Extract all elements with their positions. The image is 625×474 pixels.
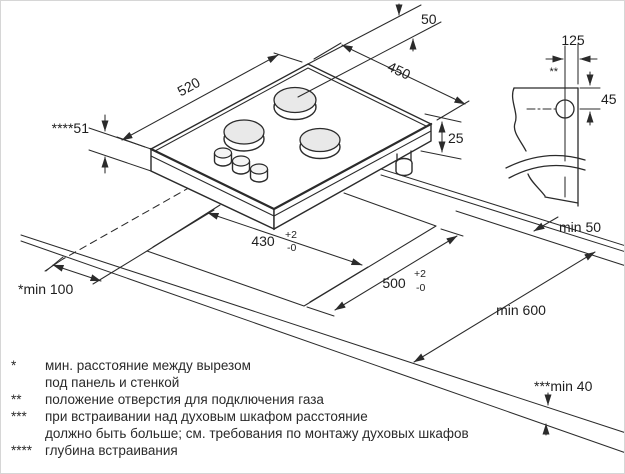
dim-cutout-depth-label: 500: [382, 275, 406, 291]
footnote-line: глубина встраивания: [45, 443, 178, 458]
control-knob-3: [251, 164, 268, 182]
dim-worktop-depth: [414, 252, 595, 362]
footnote-marker: ***: [11, 409, 27, 424]
dim-hole-below-top-label: 45: [601, 91, 617, 107]
dim-hob-depth-label: 450: [385, 58, 414, 83]
diagram-canvas: [1, 1, 625, 474]
burner-left: [224, 120, 264, 151]
footnote-marker: ****: [11, 443, 33, 458]
hole-marker-label: **: [549, 66, 558, 78]
footnote-line: мин. расстояние между вырезом: [45, 358, 251, 373]
footnote-line: должно быть больше; см. требования по монтажу духовых шкафов: [45, 426, 469, 441]
footnotes: [11, 358, 469, 458]
footnote-marker: **: [11, 392, 22, 407]
dim-cutout-width: [153, 210, 368, 302]
dim-rear-clearance-label: min 50: [559, 219, 602, 235]
dim-cutout-depth-tol-minus: -0: [416, 282, 426, 294]
dim-cutout-width-tol-minus: -0: [287, 242, 297, 254]
dim-cutout-width-label: 430: [251, 233, 275, 249]
dim-pipe-below-label: 25: [448, 130, 464, 146]
gas-connection-detail: [506, 32, 617, 206]
dim-under-clearance: [534, 378, 593, 435]
dim-cutout-depth: [307, 229, 463, 316]
dim-hob-width-label: 520: [174, 74, 203, 100]
dim-under-clearance-label: ***min 40: [534, 378, 593, 394]
dim-built-in-depth: [52, 115, 151, 173]
control-knob-1: [215, 148, 232, 166]
dim-built-in-depth-label: ****51: [51, 120, 89, 136]
dim-hole-from-edge-label: 125: [561, 32, 585, 48]
dim-cutout-depth-tol-plus: +2: [414, 268, 426, 280]
dim-worktop-depth-label: min 600: [496, 302, 546, 318]
burner-right: [300, 129, 340, 159]
dim-burner-offset-label: 50: [421, 11, 437, 27]
burner-rear: [274, 88, 316, 120]
footnote-marker: *: [11, 358, 17, 373]
footnote-line: при встраивании над духовым шкафом расстояние: [45, 409, 368, 424]
dim-wall-clearance: [18, 257, 101, 297]
dim-cutout-width-tol-plus: +2: [285, 229, 297, 241]
dim-wall-clearance-label: *min 100: [18, 281, 74, 297]
footnote-line: положение отверстия для подключения газа: [45, 392, 324, 407]
footnote-line: под панель и стенкой: [45, 375, 180, 390]
control-knob-2: [233, 156, 250, 174]
